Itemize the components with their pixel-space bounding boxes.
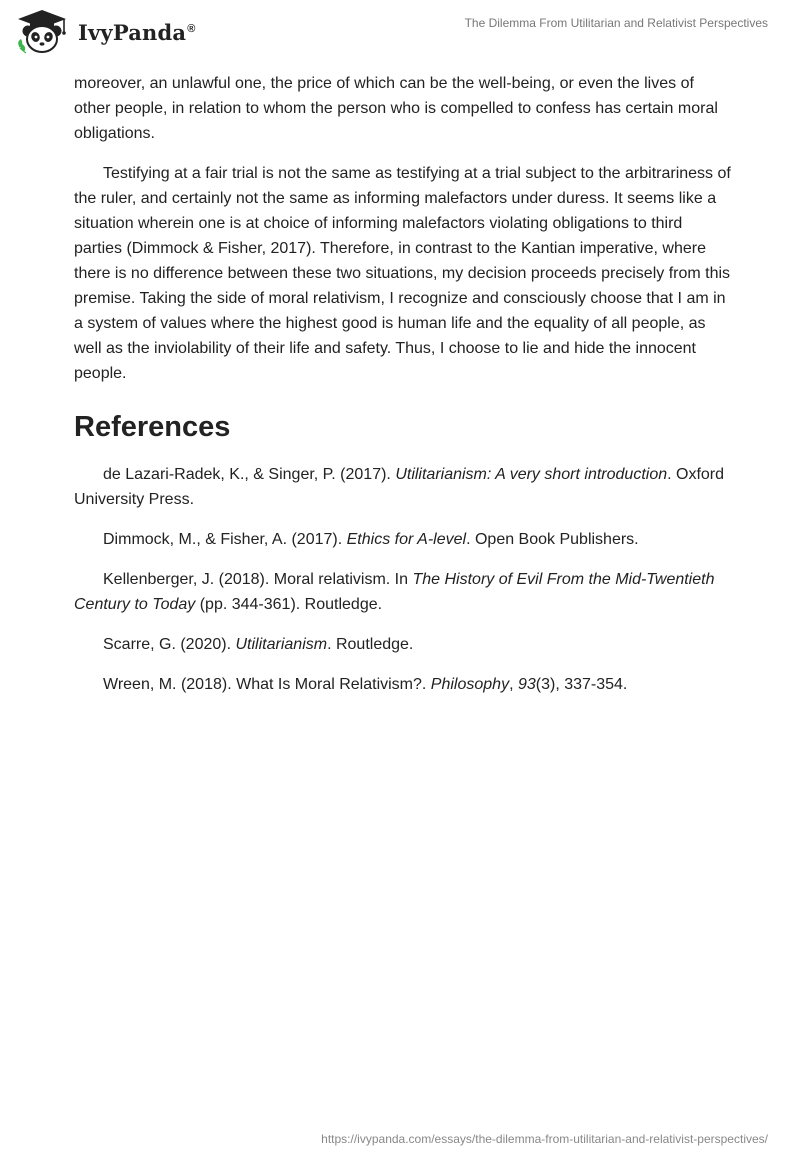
document-title: The Dilemma From Utilitarian and Relativist Perspectives: [464, 16, 768, 30]
brand-name-text: IvyPanda: [78, 19, 187, 45]
reference-journal: Philosophy: [430, 676, 510, 693]
reference-text: . Open Book Publishers.: [466, 531, 639, 548]
reference-item: [74, 567, 734, 617]
reference-item: [74, 527, 734, 552]
reference-volume: 93: [517, 676, 536, 693]
reference-title: Ethics for A-level: [346, 531, 467, 548]
page-header: [0, 0, 800, 62]
reference-item: [74, 632, 734, 657]
reference-item: [74, 672, 734, 697]
references-heading: References: [74, 411, 231, 443]
reference-text: Dimmock, M., & Fisher, A. (2017).: [103, 531, 347, 548]
reference-text: Kellenberger, J. (2018). Moral relativism. In: [103, 571, 413, 588]
panda-graduate-icon: [14, 8, 70, 56]
reference-text: ,: [509, 676, 518, 693]
reference-title: The History of Evil From the Mid-Twentieth Century to Today: [74, 571, 715, 613]
source-url-link[interactable]: https://ivypanda.com/essays/the-dilemma-from-utilitarian-and-relativist-perspectives/: [321, 1132, 768, 1146]
reference-item: [74, 462, 734, 512]
reference-title: Utilitarianism: [235, 636, 328, 653]
reference-text: Scarre, G. (2020).: [103, 636, 236, 653]
reference-title: Utilitarianism: A very short introduction: [395, 466, 668, 483]
reference-text: . Oxford University Press.: [74, 466, 725, 508]
reference-text: de Lazari-Radek, K., & Singer, P. (2017).: [103, 466, 396, 483]
essay-content: [74, 71, 734, 697]
body-paragraph: Testifying at a fair trial is not the same as testifying at a trial subject to the arbitrariness of the ruler, and certainly not the same as informing malefactors under duress. It seems like a situation wherein one is at choice of informing malefactors violating obligations to third parties (Dimmock & Fisher, 2017). Therefore, in contrast to the Kantian imperative, where there is no difference between these two situations, my decision proceeds precisely from this premise. Taking the side of moral relativism, I recognize and consciously choose that I am in a system of values where the highest good is human life and the equality of all people, as well as the inviolability of their life and safety. Thus, I choose to lie and hide the innocent people.: [74, 165, 731, 382]
reference-text: Wreen, M. (2018). What Is Moral Relativism?.: [103, 676, 431, 693]
reference-text: (3), 337-354.: [535, 676, 628, 693]
reference-text: (pp. 344-361). Routledge.: [195, 596, 383, 613]
body-paragraph-continued: moreover, an unlawful one, the price of which can be the well-being, or even the lives of other people, in relation to whom the person who is compelled to confess has certain moral obligations.: [74, 75, 718, 142]
registered-mark: ®: [187, 22, 196, 35]
ivypanda-logo[interactable]: [14, 8, 196, 56]
brand-name: [78, 20, 196, 45]
reference-text: . Routledge.: [327, 636, 414, 653]
